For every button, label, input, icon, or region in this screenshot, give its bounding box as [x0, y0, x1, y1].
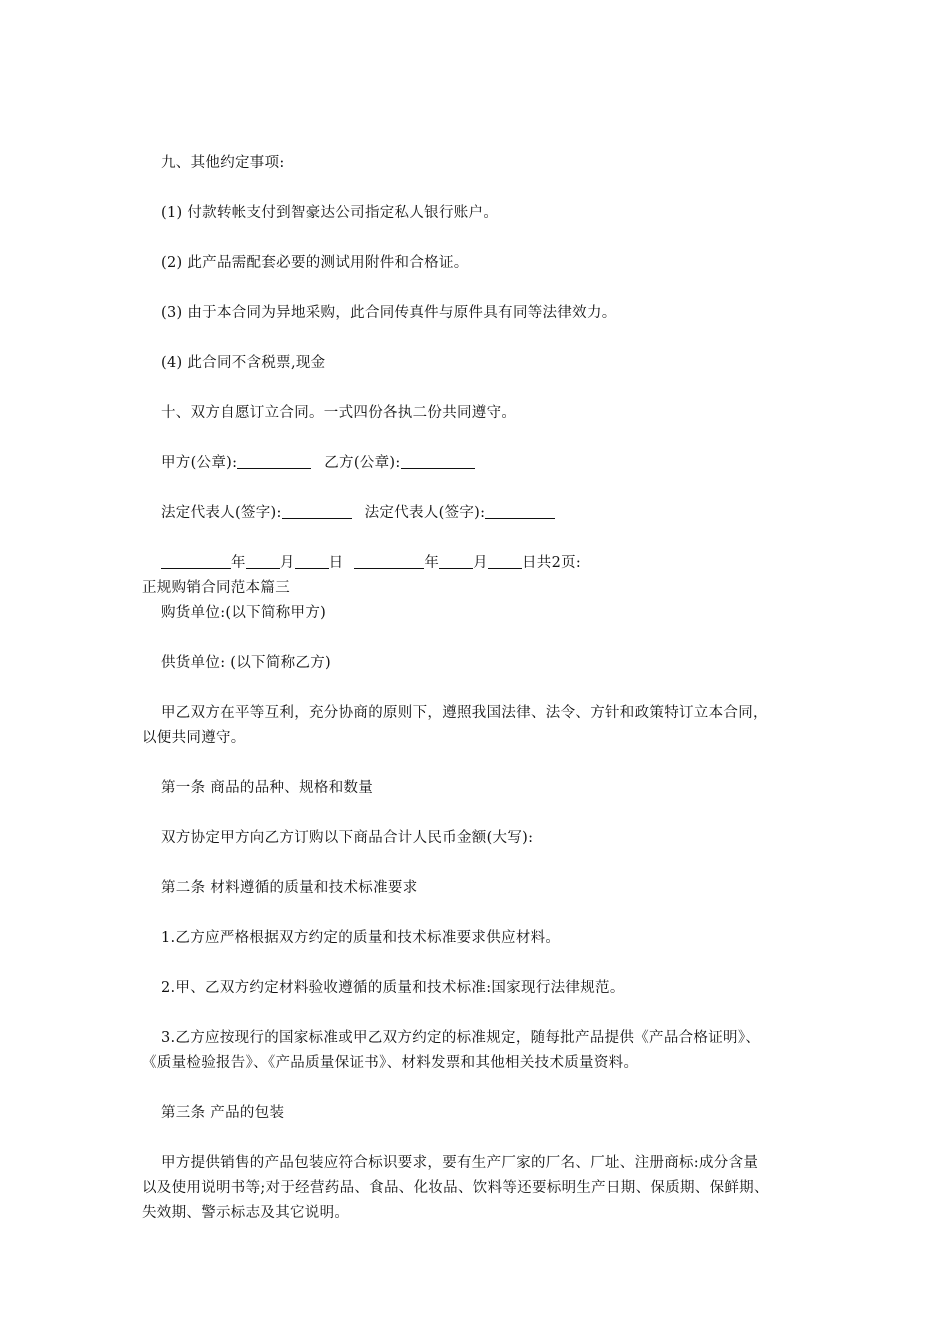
date-a-year-blank	[161, 554, 231, 569]
article-one-heading: 第一条 商品的品种、规格和数量	[161, 780, 374, 796]
signature-date-line	[161, 553, 581, 573]
party-a-seal-label: 甲方(公章):	[161, 455, 238, 471]
article-one-body: 双方协定甲方向乙方订购以下商品合计人民币金额(大写):	[161, 830, 534, 846]
party-b-rep-label: 法定代表人(签字):	[364, 505, 486, 521]
article-two-item-3-line-1: 3.乙方应按现行的国家标准或甲乙双方约定的标准规定，随每批产品提供《产品合格证明》、	[161, 1030, 761, 1046]
party-a-rep-label: 法定代表人(签字):	[161, 505, 282, 521]
date-b-month-blank	[439, 554, 473, 569]
clause-nine-item-2: (2) 此产品需配套必要的测试用附件和合格证。	[161, 255, 469, 271]
clause-ten: 十、双方自愿订立合同。一式四份各执二份共同遵守。	[161, 405, 517, 421]
date-a-day: 日	[328, 555, 344, 571]
clause-nine-heading: 九、其他约定事项:	[161, 155, 285, 171]
clause-nine-item-3: (3) 由于本合同为异地采购，此合同传真件与原件具有同等法律效力。	[161, 305, 617, 321]
article-three-body-line-2: 以及使用说明书等;对于经营药品、食品、化妆品、饮料等还要标明生产日期、保质期、保鲜期、	[142, 1180, 769, 1196]
party-b-seal-label: 乙方(公章):	[324, 455, 401, 471]
article-two-item-1: 1.乙方应严格根据双方约定的质量和技术标准要求供应材料。	[161, 930, 561, 946]
preamble-line-2: 以便共同遵守。	[142, 730, 246, 746]
section-title: 正规购销合同范本篇三	[142, 580, 290, 596]
party-a-rep-blank	[282, 504, 352, 519]
party-b-seal-blank	[401, 454, 475, 469]
date-b-month: 月	[473, 555, 488, 571]
buyer-unit: 购货单位:(以下简称甲方)	[161, 605, 327, 621]
party-a-seal-blank	[237, 454, 311, 469]
date-b-day-pages: 日共2页:	[521, 555, 582, 571]
date-a-month: 月	[279, 555, 295, 571]
date-a-month-blank	[246, 554, 280, 569]
date-a-day-blank	[295, 554, 329, 569]
party-b-rep-blank	[485, 504, 555, 519]
signature-rep-line	[161, 503, 555, 523]
article-three-heading: 第三条 产品的包装	[161, 1105, 285, 1121]
article-three-body-line-1: 甲方提供销售的产品包装应符合标识要求，要有生产厂家的厂名、厂址、注册商标:成分含量	[161, 1155, 759, 1171]
article-three-body-line-3: 失效期、警示标志及其它说明。	[142, 1205, 350, 1221]
signature-party-line	[161, 453, 475, 473]
date-a-year: 年	[231, 555, 246, 571]
preamble-line-1: 甲乙双方在平等互利，充分协商的原则下，遵照我国法律、法令、方针和政策特订立本合同，	[161, 705, 768, 721]
article-two-item-2: 2.甲、乙双方约定材料验收遵循的质量和技术标准:国家现行法律规范。	[161, 980, 625, 996]
supplier-unit: 供货单位: (以下简称乙方)	[161, 655, 332, 671]
date-b-year-blank	[354, 554, 424, 569]
clause-nine-item-4: (4) 此合同不含税票,现金	[161, 355, 326, 371]
clause-nine-item-1: (1) 付款转帐支付到智豪达公司指定私人银行账户。	[161, 205, 499, 221]
date-b-day-blank	[488, 554, 522, 569]
date-b-year: 年	[424, 555, 440, 571]
article-two-heading: 第二条 材料遵循的质量和技术标准要求	[161, 880, 418, 896]
article-two-item-3-line-2: 《质量检验报告》、《产品质量保证书》、材料发票和其他相关技术质量资料。	[142, 1055, 639, 1071]
